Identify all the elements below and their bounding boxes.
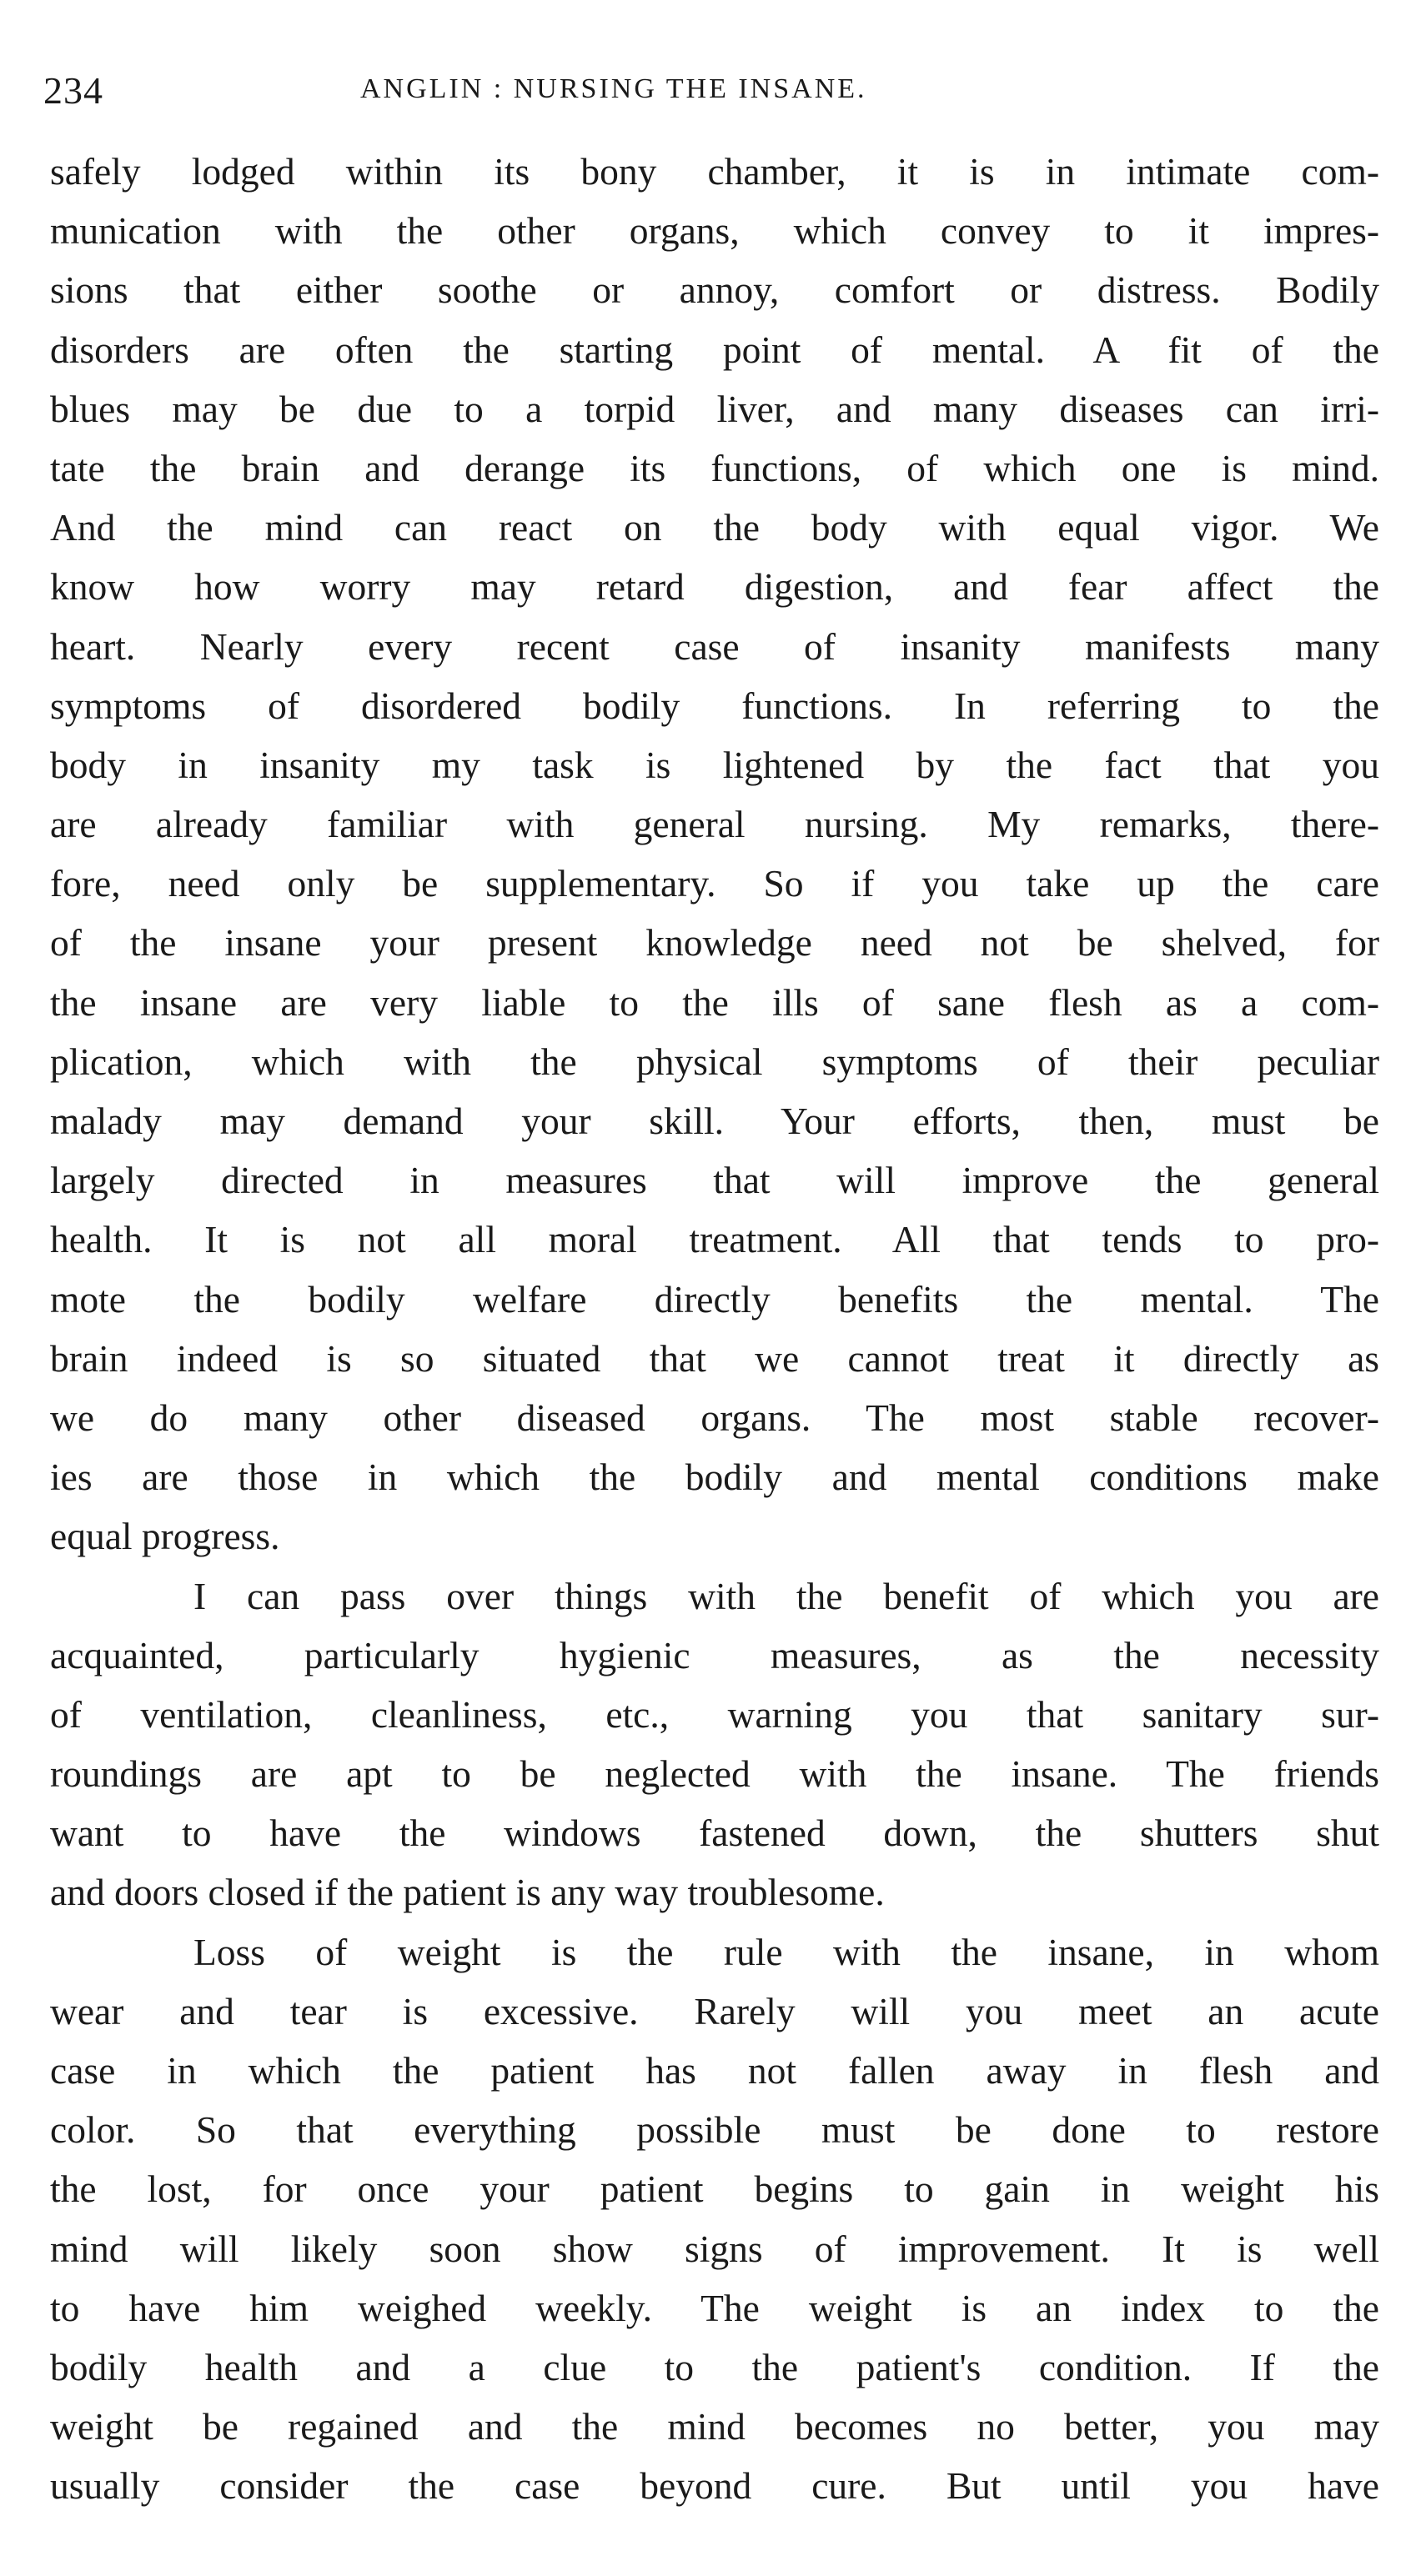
text-line: and doors closed if the patient is any way troublesome. [50, 1871, 885, 1914]
text-line: I can pass over things with the benefit of which you are [193, 1574, 1379, 1617]
text-line: case in which the patient has not fallen away in flesh and [50, 2049, 1379, 2092]
text-line: wear and tear is excessive. Rarely will you meet an acute [50, 1989, 1379, 2032]
text-line: usually consider the case beyond cure. But until you have [50, 2464, 1379, 2508]
text-line: brain indeed is so situated that we cannot treat it directly as [50, 1336, 1379, 1380]
text-line: fore, need only be supplementary. So if you take up the care [50, 862, 1379, 905]
text-line: color. So that everything possible must be done to restore [50, 2108, 1379, 2152]
paragraph-2 [50, 1566, 1379, 1922]
body-text [50, 142, 1379, 2516]
text-line: mote the bodily welfare directly benefits the mental. The [50, 1277, 1379, 1321]
text-line: And the mind can react on the body with equal vigor. We [50, 506, 1379, 549]
text-line: disorders are often the starting point of mental. A fit of the [50, 328, 1379, 371]
text-line: the insane are very liable to the ills of sane flesh as a com- [50, 980, 1379, 1024]
text-line: know how worry may retard digestion, and fear affect the [50, 565, 1379, 609]
text-line: symptoms of disordered bodily functions. In referring to the [50, 684, 1379, 727]
text-line: health. It is not all moral treatment. All that tends to pro- [50, 1218, 1379, 1261]
text-line: of ventilation, cleanliness, etc., warning you that sanitary sur- [50, 1692, 1379, 1736]
text-line: blues may be due to a torpid liver, and many diseases can irri- [50, 387, 1379, 430]
text-line: body in insanity my task is lightened by the fact that you [50, 743, 1379, 786]
paragraph-3 [50, 1922, 1379, 2516]
text-line: want to have the windows fastened down, the shutters shut [50, 1812, 1379, 1855]
text-line: malady may demand your skill. Your efforts, then, must be [50, 1100, 1379, 1142]
text-line: weight be regained and the mind becomes no better, you may [50, 2405, 1379, 2448]
text-line: bodily health and a clue to the patient's condition. If the [50, 2345, 1379, 2388]
text-line: Loss of weight is the rule with the insane, in whom [193, 1930, 1379, 1973]
page-number: 234 [43, 69, 103, 112]
text-line: ies are those in which the bodily and mental conditions make [50, 1456, 1379, 1499]
text-line: safely lodged within its bony chamber, it is in intimate com- [50, 150, 1379, 193]
text-line: to have him weighed weekly. The weight is an index to the [50, 2286, 1379, 2329]
text-line: sions that either soothe or annoy, comfort or distress. Bodily [50, 268, 1379, 312]
paragraph-1 [50, 142, 1379, 1566]
text-line: equal progress. [50, 1515, 280, 1558]
text-line: are already familiar with general nursing. My remarks, there- [50, 803, 1379, 846]
text-line: roundings are apt to be neglected with the insane. The friends [50, 1752, 1379, 1796]
text-line: acquainted, particularly hygienic measures, as the necessity [50, 1633, 1379, 1676]
text-line: mind will likely soon show signs of improvement. It is well [50, 2227, 1379, 2270]
text-line: of the insane your present knowledge need not be shelved, for [50, 921, 1379, 965]
text-line: munication with the other organs, which convey to it impres- [50, 209, 1379, 253]
text-line: plication, which with the physical symptoms of their peculiar [50, 1040, 1379, 1083]
text-line: heart. Nearly every recent case of insanity manifests many [50, 624, 1379, 668]
text-line: largely directed in measures that will improve the general [50, 1159, 1379, 1202]
page-header [43, 68, 1376, 118]
text-line: we do many other diseased organs. The most stable recover- [50, 1396, 1379, 1439]
text-line: tate the brain and derange its functions, of which one is mind. [50, 446, 1379, 489]
text-line: the lost, for once your patient begins to gain in weight his [50, 2168, 1379, 2211]
running-head: ANGLIN : NURSING THE INSANE. [360, 73, 867, 104]
